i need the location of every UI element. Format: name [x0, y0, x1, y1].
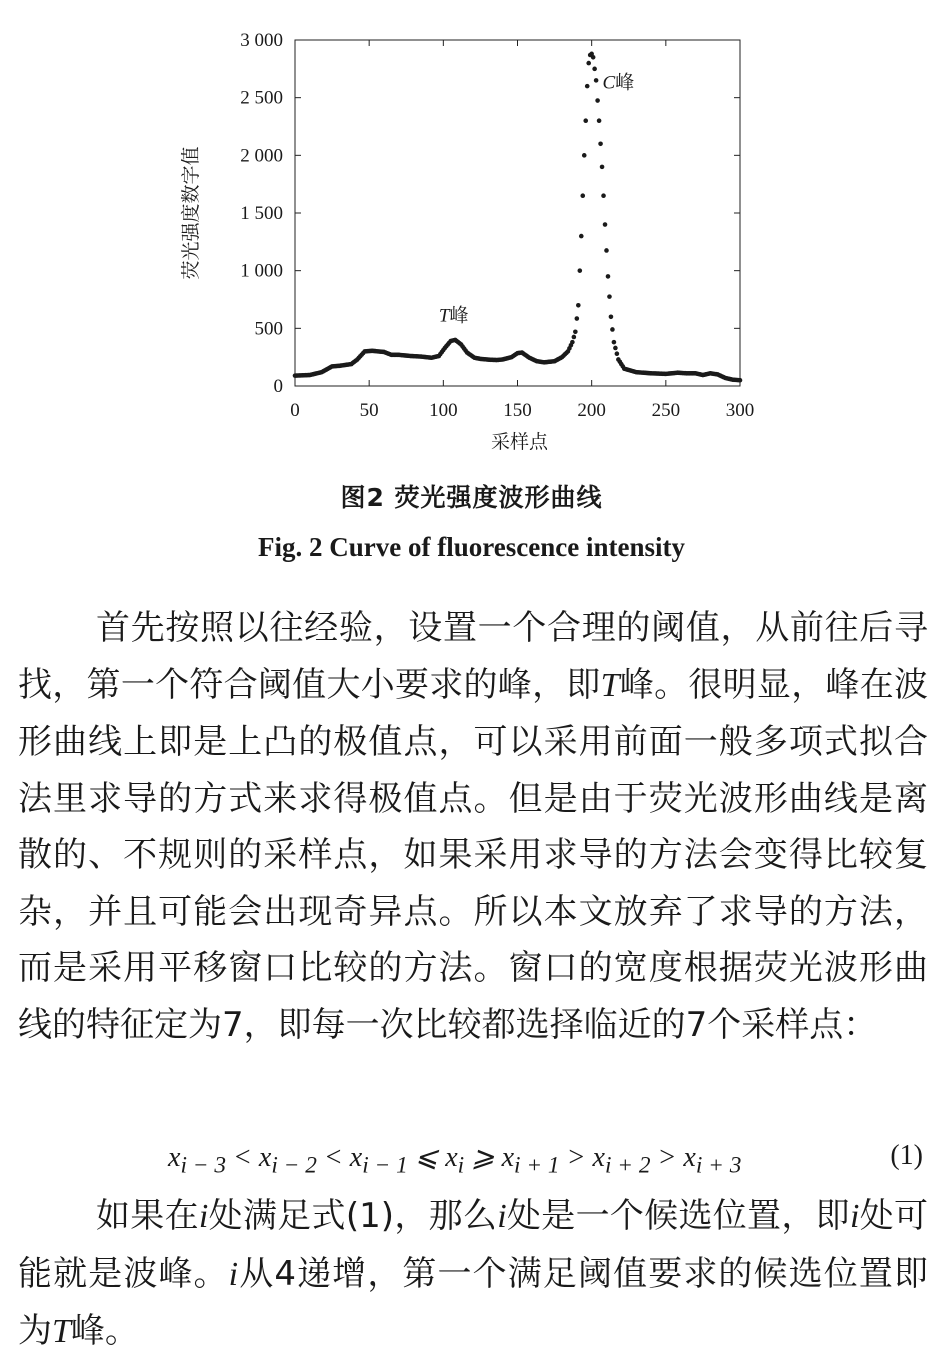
plot-frame [295, 40, 740, 386]
paragraph-1-variable-T: T [600, 666, 620, 704]
data-point [612, 340, 617, 345]
data-point [572, 335, 577, 340]
paragraph-2-variable-T: T [52, 1313, 71, 1350]
equation-number: (1) [890, 1140, 923, 1171]
data-point [601, 193, 606, 198]
data-point [603, 222, 608, 227]
data-point [594, 78, 599, 83]
data-point [586, 61, 591, 66]
x-tick-label: 0 [290, 400, 300, 421]
paragraph-2-variable-i: i [497, 1198, 507, 1235]
data-point [615, 351, 620, 356]
y-tick-label: 1 500 [240, 203, 283, 224]
paragraph-2-part-a: 如果在 [96, 1196, 199, 1236]
x-tick-label: 300 [725, 400, 755, 421]
data-point [583, 118, 588, 123]
paragraph-1-part-b: 峰。很明显，峰在波形曲线上即是上凸的极值点，可以采用前面一般多项式拟合法里求导的方式来求得极值点。但是由于荧光波形曲线是离散的、不规则的采样点，如果采用求导的方法会变得比较复杂，并且可能会出现奇异点。所以本文放弃了求导的方法，而是采用平移窗口比较的方法。窗口的宽度根据荧光波形曲线的特征定为7，即每一次比较都选择临近的7个采样点： [18, 664, 929, 1045]
data-point [579, 234, 584, 239]
data-point [592, 67, 597, 72]
data-point [585, 84, 590, 89]
x-axis-title: 采样点 [490, 431, 549, 453]
data-point [595, 98, 600, 103]
x-tick-label: 50 [359, 400, 379, 421]
data-point [576, 303, 581, 308]
x-tick-label: 200 [577, 400, 606, 421]
peak-annotation: T峰 [438, 304, 469, 327]
y-tick-label: 2 500 [240, 87, 283, 109]
paragraph-1 [18, 600, 928, 1053]
data-point [600, 165, 605, 170]
paragraph-2-variable-i: i [198, 1198, 209, 1235]
paragraph-2 [18, 1188, 928, 1361]
data-point [613, 346, 618, 351]
paragraph-2-part-c: 处是一个候选位置，即 [506, 1196, 850, 1236]
x-tick-label: 150 [503, 400, 532, 421]
peak-annotation: C峰 [602, 71, 635, 94]
data-point [578, 268, 583, 273]
data-point [591, 55, 596, 60]
paragraph-2-variable-i: i [228, 1255, 239, 1293]
data-point [598, 142, 603, 147]
figure [0, 0, 943, 470]
x-tick-label: 250 [651, 400, 681, 421]
x-tick-label: 100 [429, 400, 458, 421]
data-point [573, 329, 578, 334]
figure-caption-en: Fig. 2 Curve of fluorescence intensity [258, 532, 685, 562]
fluorescence-chart [0, 0, 943, 470]
paragraph-2-part-d: 处可能就是波峰。 [18, 1196, 929, 1294]
paragraph-2-part-b: 处满足式(1)，那么 [208, 1196, 498, 1236]
y-tick-label: 0 [273, 376, 283, 397]
equation-1 [0, 1140, 943, 1180]
data-point [609, 315, 614, 320]
paragraph-2-part-e: 从4递增，第一个满足阈值要求的候选位置即为 [18, 1253, 928, 1351]
paragraph-1-part-a: 首先按照以往经验，设置一个合理的阈值，从前往后寻找，第一个符合阈值大小要求的峰，即 [18, 608, 928, 705]
data-point [582, 153, 587, 158]
data-point [738, 378, 743, 383]
data-point [610, 327, 615, 332]
y-tick-label: 2 000 [240, 145, 283, 167]
y-tick-label: 1 000 [240, 260, 283, 282]
y-axis-title: 荧光强度数字值 [180, 146, 202, 280]
y-tick-label: 3 000 [240, 30, 283, 51]
data-point [570, 340, 575, 345]
figure-caption-zh: 图2 荧光强度波形曲线 [340, 483, 603, 512]
data-point [606, 274, 611, 279]
data-point [604, 248, 609, 253]
paragraph-2-variable-i: i [849, 1198, 860, 1235]
equation-body: $x_{i - 3} < x_{i - 2} < x_{i - 1}$ ⩽ $x_i$ ⩾ $x_{i + 1} > x_{i + 2} > x_{i + 3}$ [168, 1142, 742, 1179]
data-point [597, 118, 602, 123]
data-point [580, 193, 585, 198]
data-point [575, 316, 580, 321]
y-tick-label: 500 [254, 318, 283, 340]
data-point [607, 294, 612, 299]
paragraph-2-part-f: 峰。 [70, 1311, 139, 1351]
